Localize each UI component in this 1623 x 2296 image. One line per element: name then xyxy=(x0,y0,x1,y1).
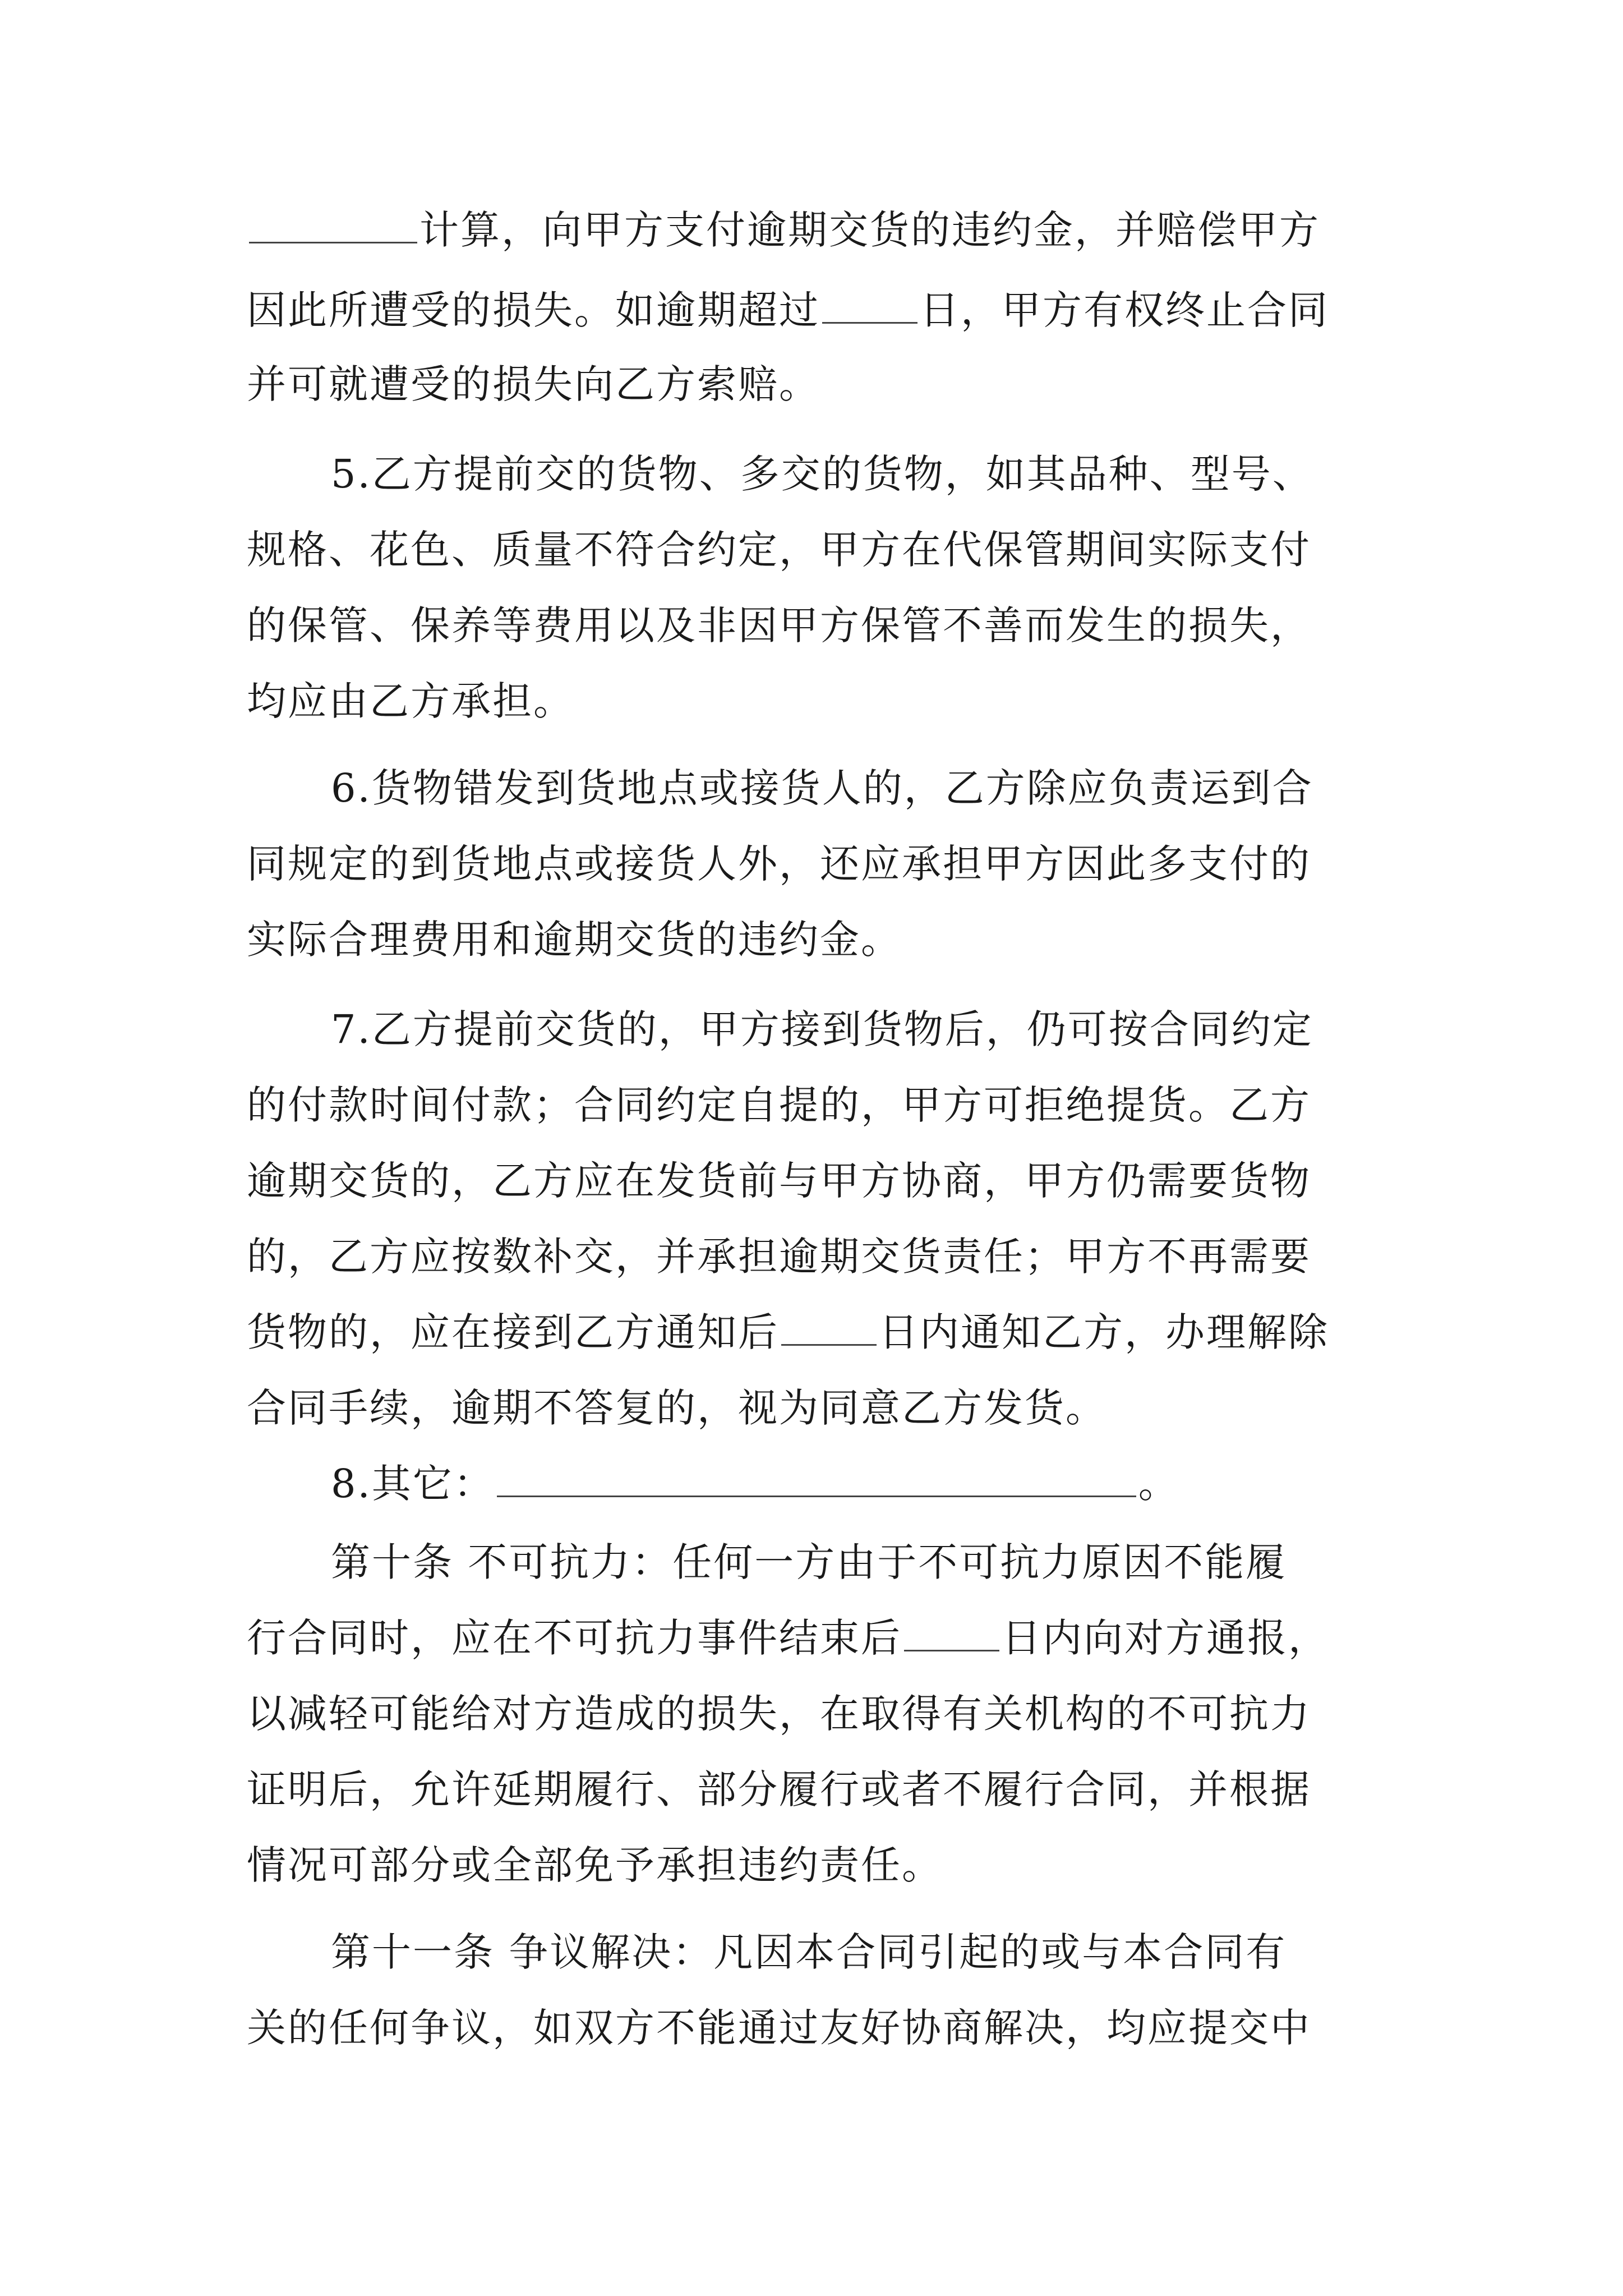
text-line xyxy=(247,1307,1329,1358)
line-text: 合同手续，逾期不答复的，视为同意乙方发货。 xyxy=(247,1385,1106,1431)
line-text: 日内向对方通报， xyxy=(1002,1615,1329,1661)
line-text: 日，甲方有权终止合同 xyxy=(920,287,1329,333)
line-text: 实际合理费用和逾期交货的违约金。 xyxy=(247,917,902,963)
text-line xyxy=(247,1080,1311,1130)
line-text: 逾期交货的，乙方应在发货前与甲方协商，甲方仍需要货物 xyxy=(247,1158,1311,1204)
line-text: 7.乙方提前交货的，甲方接到货物后，仍可按合同约定 xyxy=(331,1006,1313,1052)
text-line xyxy=(331,1927,1287,1977)
line-text: 同规定的到货地点或接货人外，还应承担甲方因此多支付的 xyxy=(247,841,1311,887)
text-line xyxy=(331,763,1313,813)
text-line xyxy=(247,1231,1311,1282)
line-text: 第十条 不可抗力：任何一方由于不可抗力原因不能履 xyxy=(331,1539,1287,1585)
line-text: 的，乙方应按数补交，并承担逾期交货责任；甲方不再需要 xyxy=(247,1234,1311,1280)
fill-in-blank xyxy=(904,1613,999,1651)
line-text: 货物的，应在接到乙方通知后 xyxy=(247,1309,779,1355)
text-line xyxy=(247,1613,1329,1663)
text-line xyxy=(331,1004,1313,1055)
line-text: 第十一条 争议解决：凡因本合同引起的或与本合同有 xyxy=(331,1929,1287,1975)
line-text: 并可就遭受的损失向乙方索赔。 xyxy=(247,361,820,407)
line-text: 行合同时，应在不可抗力事件结束后 xyxy=(247,1615,902,1661)
text-line xyxy=(331,449,1313,499)
line-text: 关的任何争议，如双方不能通过友好协商解决，均应提交中 xyxy=(247,2005,1311,2051)
text-line xyxy=(331,1458,1179,1509)
line-text: 的保管、保养等费用以及非因甲方保管不善而发生的损失， xyxy=(247,602,1311,648)
fill-in-blank xyxy=(822,285,917,324)
fill-in-blank xyxy=(249,205,417,243)
line-text: 5.乙方提前交的货物、多交的货物，如其品种、型号、 xyxy=(331,451,1313,497)
line-text: 证明后，允许延期履行、部分履行或者不履行合同，并根据 xyxy=(247,1766,1311,1812)
fill-in-blank xyxy=(781,1307,877,1346)
line-text: 的付款时间付款；合同约定自提的，甲方可拒绝提货。乙方 xyxy=(247,1082,1311,1128)
line-text: 因此所遭受的损失。如逾期超过 xyxy=(247,287,820,333)
line-text: 均应由乙方承担。 xyxy=(247,678,574,724)
line-text: 8.其它： xyxy=(331,1461,495,1507)
text-line xyxy=(247,205,1320,255)
text-line xyxy=(247,1383,1106,1433)
line-text: 规格、花色、质量不符合约定，甲方在代保管期间实际支付 xyxy=(247,527,1311,573)
text-line xyxy=(247,1764,1311,1815)
text-line xyxy=(247,524,1311,575)
text-line xyxy=(247,1688,1311,1739)
line-text: 计算，向甲方支付逾期交货的违约金，并赔偿甲方 xyxy=(419,207,1320,253)
fill-in-blank xyxy=(497,1458,1136,1497)
line-text: 以减轻可能给对方造成的损失，在取得有关机构的不可抗力 xyxy=(247,1691,1311,1737)
text-line xyxy=(247,600,1311,651)
line-text: 。 xyxy=(1138,1461,1179,1507)
text-line xyxy=(331,1537,1287,1588)
text-line xyxy=(247,1840,943,1890)
line-text: 6.货物错发到货地点或接货人的，乙方除应负责运到合 xyxy=(331,765,1313,811)
text-line xyxy=(247,1156,1311,1206)
text-line xyxy=(247,839,1311,889)
line-text: 情况可部分或全部免予承担违约责任。 xyxy=(247,1842,943,1888)
text-line xyxy=(247,359,820,409)
text-line xyxy=(247,914,902,965)
text-line xyxy=(247,2003,1311,2053)
text-line xyxy=(247,285,1329,335)
text-line xyxy=(247,676,574,726)
line-text: 日内通知乙方，办理解除 xyxy=(879,1309,1329,1355)
